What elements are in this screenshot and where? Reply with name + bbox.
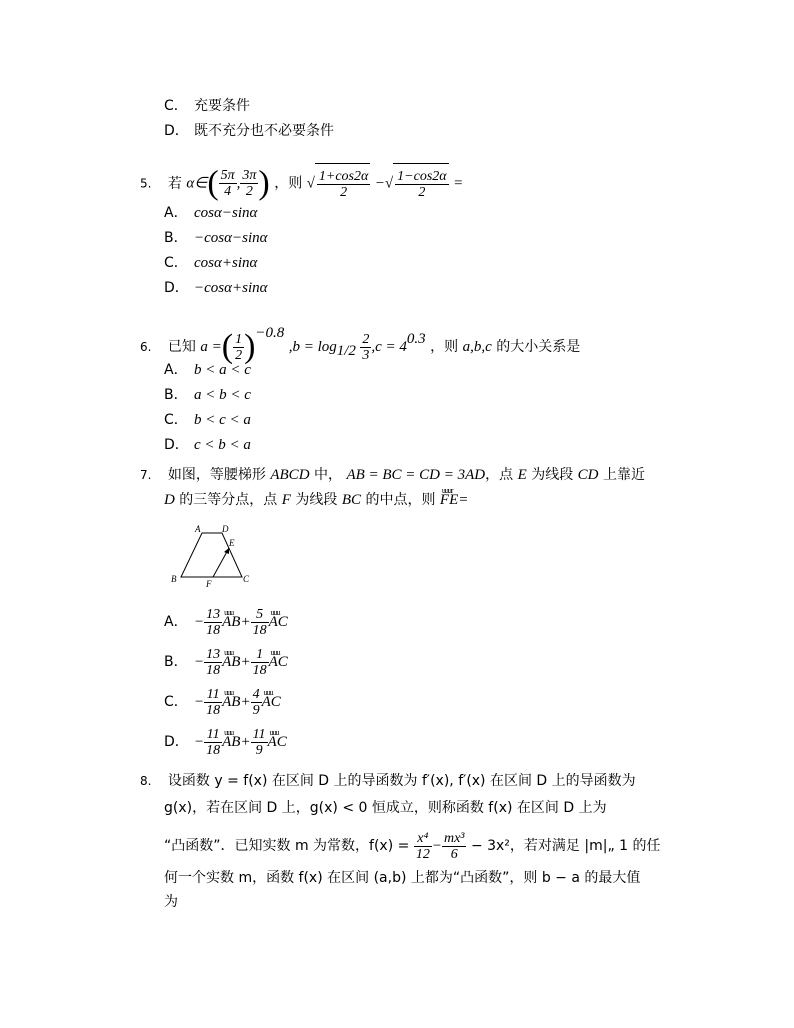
q5-sqrt-1: $\frac{1+\cos 2\alpha}{2}$: [315, 163, 370, 204]
trapezoid-figure: [168, 522, 258, 588]
q6-stem: 6. 已知 a =( $\frac{1}{2}$ )$^{-0.8}$ $,b = \log_{1/2}$ $\frac{2}{3}$ $,c = 4^{0.3}$ ，则 a,b,c 的大小关系是: [140, 325, 581, 365]
fig-label-d: D: [222, 524, 229, 534]
fig-label-f: F: [206, 579, 212, 588]
fig-label-a: A: [195, 524, 201, 534]
q5-sqrt-2: $\frac{1-\cos 2\alpha}{2}$: [393, 163, 448, 204]
q5-option-d[interactable]: D． −cosα+sinα: [164, 280, 268, 296]
q4-option-c[interactable]: C． 充要条件: [164, 98, 250, 114]
fig-label-c: C: [243, 574, 250, 584]
q6-half: $\frac{1}{2}$: [235, 331, 243, 363]
fig-label-b: B: [171, 574, 177, 584]
q6-option-c[interactable]: C． b < c < a: [164, 412, 251, 428]
q8-line2: g(x)，若在区间 D 上，g(x) < 0 恒成立，则称函数 f(x) 在区间 D 上为: [164, 800, 607, 816]
q8-line4: 何一个实数 m，函数 f(x) 在区间 (a,b) 上都为“凸函数”，则 b − a 的最大值: [164, 870, 641, 886]
fig-label-e: E: [229, 538, 235, 548]
q8-line3: “凸函数”．已知实数 m 为常数，f(x) = $\frac{\text{x⁴}}{12}$ − $\frac{\text{mx³}}{6}$ − 3x²，若对满足 |m|„ 1 的任: [164, 830, 661, 862]
q6-two-thirds: $\frac{2}{3}$: [362, 331, 370, 363]
q5-stem: 5. 若 α∈( $\frac{5\pi}{4}$ , $\frac{3\pi}{2}$ ) ，则 √ $\frac{1+\cos 2\alpha}{2}$ −√ $\frac{1-\cos 2\alpha}{2}$ =: [140, 163, 463, 203]
q6-option-a[interactable]: A． b < a < c: [164, 362, 251, 378]
q8-line1: 8. 设函数 y = f(x) 在区间 D 上的导函数为 f′(x), f′(x) 在区间 D 上的导函数为: [140, 773, 636, 789]
q7-option-d[interactable]: D． − $\frac{11}{18}$ uuu AB+ $\frac{11}{9}$ uuu AC: [164, 724, 287, 760]
q5-option-c[interactable]: C． cosα+sinα: [164, 255, 258, 271]
q5-option-a[interactable]: A． cosα−sinα: [164, 205, 258, 221]
q6-option-d[interactable]: D． c < b < a: [164, 437, 251, 453]
q7-stem-line2: D 的三等分点，点 F 为线段 BC 的中点，则 uuur FE=: [164, 491, 468, 509]
q7-option-c[interactable]: C． − $\frac{11}{18}$ uuu AB+ $\frac{4}{9}$ uuu AC: [164, 684, 281, 720]
q5-frac-1: $\frac{5\pi}{4}$: [220, 168, 235, 199]
q6-option-b[interactable]: B． a < b < c: [164, 387, 251, 403]
q5-option-b[interactable]: B． −cosα−sinα: [164, 230, 268, 246]
vector-fe: uuur FE: [440, 491, 458, 509]
q4-option-d[interactable]: D． 既不充分也不必要条件: [164, 123, 334, 139]
q7-option-b[interactable]: B． − $\frac{13}{18}$ uuu AB+ $\frac{1}{18}$ uuu AC: [164, 644, 288, 680]
q8-line5: 为: [164, 894, 178, 910]
q7-option-a[interactable]: A． − $\frac{13}{18}$ uuu AB+ $\frac{5}{18}$ uuu AC: [164, 604, 288, 640]
q7-stem-line1: 7. 如图，等腰梯形 ABCD 中， AB = BC = CD = 3AD，点 E 为线段 CD 上靠近: [140, 467, 645, 483]
q5-frac-2: $\frac{3\pi}{2}$: [242, 168, 257, 199]
